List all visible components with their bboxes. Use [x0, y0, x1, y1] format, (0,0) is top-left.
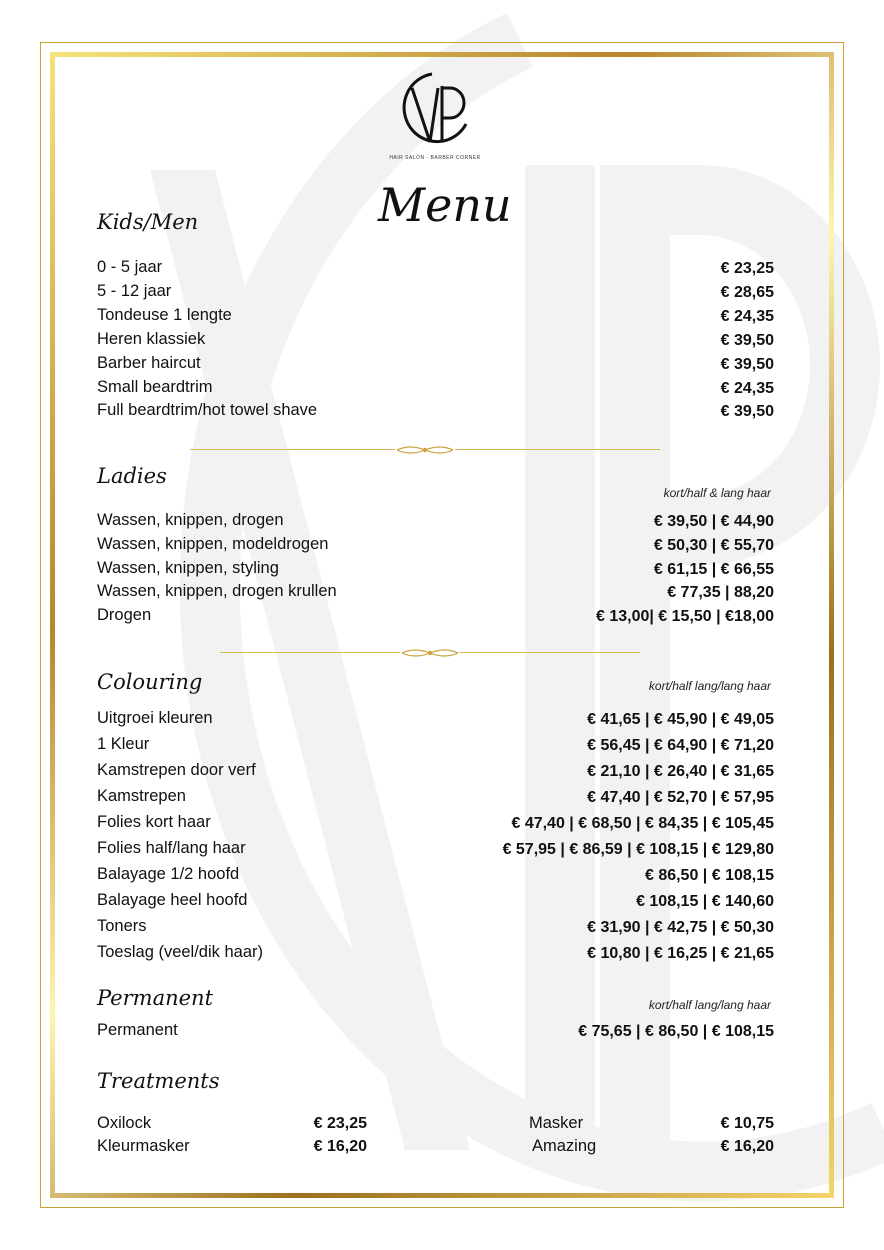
list-item: [97, 511, 774, 535]
item-name: Wassen, knippen, styling: [97, 559, 279, 577]
item-price: € 13,00| € 15,50 | €18,00: [596, 608, 774, 625]
item-name: Kamstrepen: [97, 787, 186, 805]
list-item: [97, 917, 774, 941]
item-price: € 39,50: [720, 356, 774, 373]
item-price: € 39,50: [720, 332, 774, 349]
list-item: [97, 891, 774, 915]
item-price: € 31,90 | € 42,75 | € 50,30: [587, 919, 774, 936]
list-item: [97, 943, 774, 967]
list-item: [97, 1137, 367, 1161]
item-name: Kamstrepen door verf: [97, 761, 256, 779]
ornament-divider: [220, 647, 640, 659]
section-title-treatments: Treatments: [97, 1069, 220, 1093]
ornament-icon: [400, 647, 460, 659]
item-name: Drogen: [97, 606, 152, 624]
list-item: [97, 282, 774, 306]
price-note-permanent: kort/half lang/lang haar: [648, 998, 771, 1012]
section-title-colouring: Colouring: [97, 670, 203, 694]
item-name: 5 - 12 jaar: [97, 282, 172, 300]
list-item: [97, 330, 774, 354]
item-price: € 86,50 | € 108,15: [644, 867, 774, 884]
item-name: Heren klassiek: [97, 330, 206, 348]
list-item: [97, 813, 774, 837]
list-item: [97, 1021, 774, 1045]
logo-subtitle: HAIR SALON · BARBER CORNER: [389, 155, 481, 161]
item-price: € 39,50 | € 44,90: [653, 513, 774, 530]
list-item: [97, 787, 774, 811]
item-name: Balayage heel hoofd: [97, 891, 248, 909]
item-name: Wassen, knippen, drogen krullen: [97, 582, 337, 600]
item-name: Toners: [97, 917, 147, 935]
item-name: Masker: [529, 1114, 584, 1132]
item-price: € 24,35: [720, 308, 774, 325]
item-name: Wassen, knippen, drogen: [97, 511, 284, 529]
item-price: € 41,65 | € 45,90 | € 49,05: [587, 711, 774, 728]
item-price: € 28,65: [720, 284, 774, 301]
list-item: [97, 401, 774, 425]
item-name: Full beardtrim/hot towel shave: [97, 401, 318, 419]
list-item: [97, 378, 774, 402]
list-item: [529, 1114, 774, 1138]
list-item: [97, 582, 774, 606]
section-title-permanent: Permanent: [97, 986, 214, 1010]
item-price: € 50,30 | € 55,70: [653, 537, 774, 554]
item-price: € 23,25: [313, 1115, 367, 1132]
price-note-colouring: kort/half lang/lang haar: [648, 679, 771, 693]
ornament-icon: [395, 444, 455, 456]
list-item: [97, 354, 774, 378]
list-item: [532, 1137, 774, 1161]
item-name: Permanent: [97, 1021, 178, 1039]
section-title-kids-men: Kids/Men: [97, 210, 199, 234]
item-name: Barber haircut: [97, 354, 201, 372]
item-name: 1 Kleur: [97, 735, 150, 753]
page-title: Menu: [378, 178, 512, 232]
item-price: € 16,20: [313, 1138, 367, 1155]
item-name: Amazing: [532, 1137, 597, 1155]
list-item: [97, 709, 774, 733]
item-price: € 47,40 | € 52,70 | € 57,95: [587, 789, 774, 806]
ornament-divider: [190, 444, 660, 456]
item-price: € 24,35: [720, 380, 774, 397]
item-price: € 10,75: [720, 1115, 774, 1132]
item-price: € 77,35 | 88,20: [667, 584, 774, 601]
list-item: [97, 306, 774, 330]
list-item: [97, 535, 774, 559]
item-name: Wassen, knippen, modeldrogen: [97, 535, 329, 553]
list-item: [97, 1114, 367, 1138]
item-name: Tondeuse 1 lengte: [97, 306, 232, 324]
vip-logo-icon: [392, 66, 476, 150]
item-name: Uitgroei kleuren: [97, 709, 213, 727]
list-item: [97, 865, 774, 889]
list-item: [97, 559, 774, 583]
item-price: € 47,40 | € 68,50 | € 84,35 | € 105,45: [511, 815, 774, 832]
item-name: 0 - 5 jaar: [97, 258, 163, 276]
item-name: Kleurmasker: [97, 1137, 190, 1155]
section-title-ladies: Ladies: [97, 464, 167, 488]
item-price: € 21,10 | € 26,40 | € 31,65: [587, 763, 774, 780]
list-item: [97, 761, 774, 785]
item-price: € 61,15 | € 66,55: [653, 561, 774, 578]
item-name: Balayage 1/2 hoofd: [97, 865, 240, 883]
list-item: [97, 735, 774, 759]
item-price: € 57,95 | € 86,59 | € 108,15 | € 129,80: [502, 841, 774, 858]
item-name: Small beardtrim: [97, 378, 213, 396]
item-name: Folies half/lang haar: [97, 839, 246, 857]
item-price: € 10,80 | € 16,25 | € 21,65: [587, 945, 774, 962]
item-name: Folies kort haar: [97, 813, 211, 831]
item-price: € 16,20: [720, 1138, 774, 1155]
item-name: Toeslag (veel/dik haar): [97, 943, 263, 961]
list-item: [97, 606, 774, 630]
item-price: € 75,65 | € 86,50 | € 108,15: [578, 1023, 774, 1040]
item-price: € 23,25: [720, 260, 774, 277]
item-price: € 108,15 | € 140,60: [636, 893, 774, 910]
price-note-ladies: kort/half & lang haar: [663, 486, 771, 500]
item-price: € 39,50: [720, 403, 774, 420]
item-name: Oxilock: [97, 1114, 152, 1132]
item-price: € 56,45 | € 64,90 | € 71,20: [587, 737, 774, 754]
list-item: [97, 839, 774, 863]
list-item: [97, 258, 774, 282]
